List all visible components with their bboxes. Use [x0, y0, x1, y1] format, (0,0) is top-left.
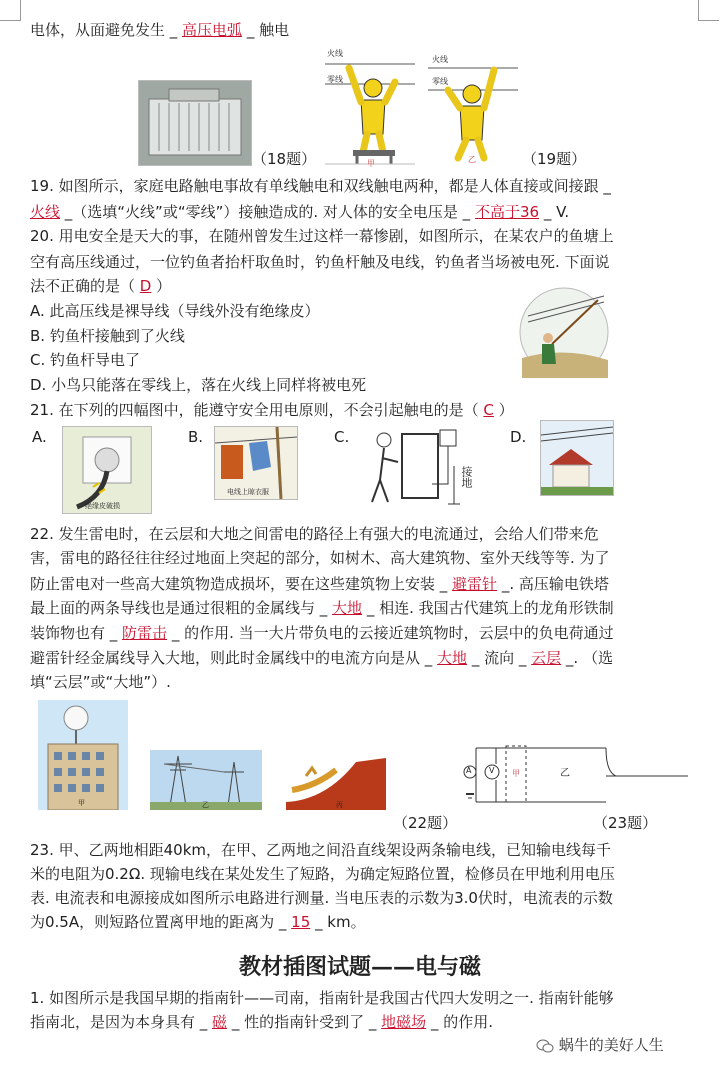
label-yi: 乙	[468, 155, 476, 164]
answer: 高压电弧	[182, 21, 243, 39]
section-title: 教材插图试题——电与磁	[238, 954, 481, 980]
text-line	[30, 623, 614, 643]
transformer-illustration	[139, 81, 251, 165]
text: _ 的作用.	[426, 1013, 493, 1031]
figure-19-jia	[325, 42, 415, 167]
text-line	[30, 202, 569, 222]
text: 防止雷电对一些高大建筑物造成损坏，要在这些建筑物上安装 _	[30, 575, 453, 593]
grounded-appliance-illustration	[362, 422, 472, 512]
text-line	[30, 574, 609, 594]
text: _. 高压输电铁塔	[497, 575, 609, 593]
text: 法不正确的是（	[30, 277, 140, 295]
text-line	[30, 276, 171, 296]
watermark-text: 蜗牛的美好人生	[558, 1036, 664, 1054]
circuit-diagram	[456, 742, 696, 812]
watermark	[536, 1034, 664, 1055]
double-line-shock-illustration	[428, 50, 518, 168]
text: 米的电阻为0.2Ω. 现输电线在某处发生了短路，为确定短路位置，检修员在甲地利用电压	[30, 865, 615, 883]
image-label: 甲	[78, 799, 85, 807]
option-d-image	[540, 420, 614, 496]
caption-22: （22题）	[393, 814, 458, 832]
text: 22. 发生雷电时，在云层和大地之间雷电的路径上有强大的电流通过，会给人们带来危	[30, 525, 599, 543]
answer: C	[483, 401, 494, 419]
text: 空有高压线通过，一位钓鱼者抬杆取鱼时，钓鱼杆触及电线，钓鱼者当场被电死. 下面说	[30, 253, 610, 271]
text: 1. 如图所示是我国早期的指南针——司南，指南针是我国古代四大发明之一. 指南针能够	[30, 989, 614, 1007]
text: 避雷针经金属线导入大地，则此时金属线中的电流方向是从 _	[30, 649, 438, 667]
text-line	[30, 840, 611, 860]
text: _ 的作用. 当一大片带负电的云接近建筑物时，云层中的负电荷通过	[167, 624, 614, 642]
roof-image	[286, 750, 386, 810]
image-label: 乙	[202, 801, 209, 809]
text: _（选填“火线”或“零线”）接触造成的. 对人体的安全电压是 _	[60, 203, 475, 221]
text-line	[30, 888, 613, 908]
text-line	[30, 252, 610, 272]
page-corner-mark-right	[698, 0, 719, 21]
text: _ 相连. 我国古代建筑上的龙角形铁制	[362, 599, 614, 617]
label-fire: 火线	[432, 55, 448, 64]
text: 指南北，是因为本身具有 _	[30, 1013, 213, 1031]
text-line	[30, 20, 289, 40]
building-image	[38, 700, 128, 810]
option-d	[30, 375, 366, 395]
text: D. 小鸟只能落在零线上，落在火线上同样将被电死	[30, 376, 367, 394]
answer: 磁	[212, 1013, 228, 1031]
text-line	[30, 912, 366, 932]
text: 19. 如图所示，家庭电路触电事故有单线触电和双线触电两种，都是人体直接或间接跟 _	[30, 177, 611, 195]
text-line	[30, 672, 171, 692]
option-label-d: D.	[510, 428, 527, 446]
text: 装饰物也有 _	[30, 624, 123, 642]
text: _. （选	[561, 649, 613, 667]
option-c-image	[362, 422, 472, 512]
text: C. 钓鱼杆导电了	[30, 351, 141, 369]
text: _ 性的指南针受到了 _	[227, 1013, 382, 1031]
answer: 大地	[332, 599, 363, 617]
option-a-image	[62, 426, 152, 514]
answer: 地磁场	[381, 1013, 427, 1031]
option-label-a: A.	[32, 428, 47, 446]
answer: 云层	[531, 649, 562, 667]
fishing-image	[518, 286, 610, 378]
text-line	[30, 226, 614, 246]
single-line-shock-illustration	[325, 42, 415, 167]
answer: D	[139, 277, 152, 295]
text: 电体，从面避免发生 _	[30, 21, 183, 39]
option-label-c: C.	[334, 428, 350, 446]
text: _ 流向 _	[467, 649, 532, 667]
text-line	[30, 988, 614, 1008]
text: 21. 在下列的四幅图中，能遵守安全用电原则，不会引起触电的是（	[30, 401, 484, 419]
ground-label: 接地	[460, 466, 473, 488]
answer: 防雷击	[122, 624, 168, 642]
option-c	[30, 350, 140, 370]
transformer-image	[138, 80, 252, 166]
label-zero: 零线	[327, 75, 343, 84]
answer: 避雷针	[452, 575, 498, 593]
option-b-image	[214, 426, 298, 500]
text: 最上面的两条导线也是通过很粗的金属线与 _	[30, 599, 333, 617]
page-corner-mark-left	[0, 0, 21, 21]
option-label-b: B.	[188, 428, 204, 446]
label-zero: 零线	[432, 77, 448, 86]
caption-19: （19题）	[522, 150, 587, 168]
wechat-icon	[536, 1039, 554, 1053]
image-label: 绝缘皮破损	[85, 502, 120, 510]
text-line	[30, 1012, 493, 1032]
answer: 大地	[437, 649, 468, 667]
fisherman-illustration	[518, 286, 610, 378]
text: 为0.5A，则短路位置离甲地的距离为 _	[30, 913, 292, 931]
text: ）	[493, 401, 514, 419]
figure-19-yi	[428, 50, 518, 168]
option-b	[30, 326, 185, 346]
label-jia: 甲	[367, 159, 375, 168]
text-line	[30, 176, 611, 196]
text: 20. 用电安全是天大的事，在随州曾发生过这样一幕惨剧，如图所示，在某农户的鱼塘上	[30, 227, 614, 245]
text-line	[30, 598, 614, 618]
text: _ 触电	[242, 21, 290, 39]
answer: 15	[291, 913, 311, 931]
ammeter-label: A	[466, 766, 472, 775]
house-near-power-line-illustration	[541, 421, 613, 495]
answer: 火线	[30, 203, 61, 221]
text: A. 此高压线是裸导线（导线外没有绝缘皮）	[30, 302, 320, 320]
text: _ V.	[539, 203, 570, 221]
option-a	[30, 301, 320, 321]
building-with-lightning-rod-illustration	[38, 700, 128, 810]
text: 害，雷电的路径往往经过地面上突起的部分，如树木、高大建筑物、室外天线等等. 为了	[30, 549, 610, 567]
pylon-image	[150, 750, 262, 810]
text: 表. 电流表和电源接成如图所示电路进行测量. 当电压表的示数为3.0伏时，电流表的示数	[30, 889, 613, 907]
label-jia: 甲	[512, 769, 520, 778]
label-yi: 乙	[560, 768, 570, 779]
caption-18: （18题）	[252, 150, 317, 168]
text: _ km。	[310, 913, 366, 931]
text-line	[30, 864, 615, 884]
caption-23: （23题）	[593, 814, 658, 832]
label-fire: 火线	[327, 49, 343, 58]
text-line	[30, 548, 610, 568]
text-line	[30, 400, 514, 420]
answer: 不高于36	[474, 203, 540, 221]
circuit-illustration	[456, 742, 696, 812]
text-line	[30, 648, 613, 668]
text-line	[30, 524, 599, 544]
text: B. 钓鱼杆接触到了火线	[30, 327, 185, 345]
voltmeter-label: V	[489, 766, 495, 775]
image-label: 电线上晾衣服	[227, 488, 269, 496]
image-label: 丙	[336, 801, 343, 809]
text: ）	[151, 277, 172, 295]
text: 填“云层”或“大地”）.	[30, 673, 171, 691]
text: 23. 甲、乙两地相距40km，在甲、乙两地之间沿直线架设两条输电线，已知输电线每千	[30, 841, 612, 859]
